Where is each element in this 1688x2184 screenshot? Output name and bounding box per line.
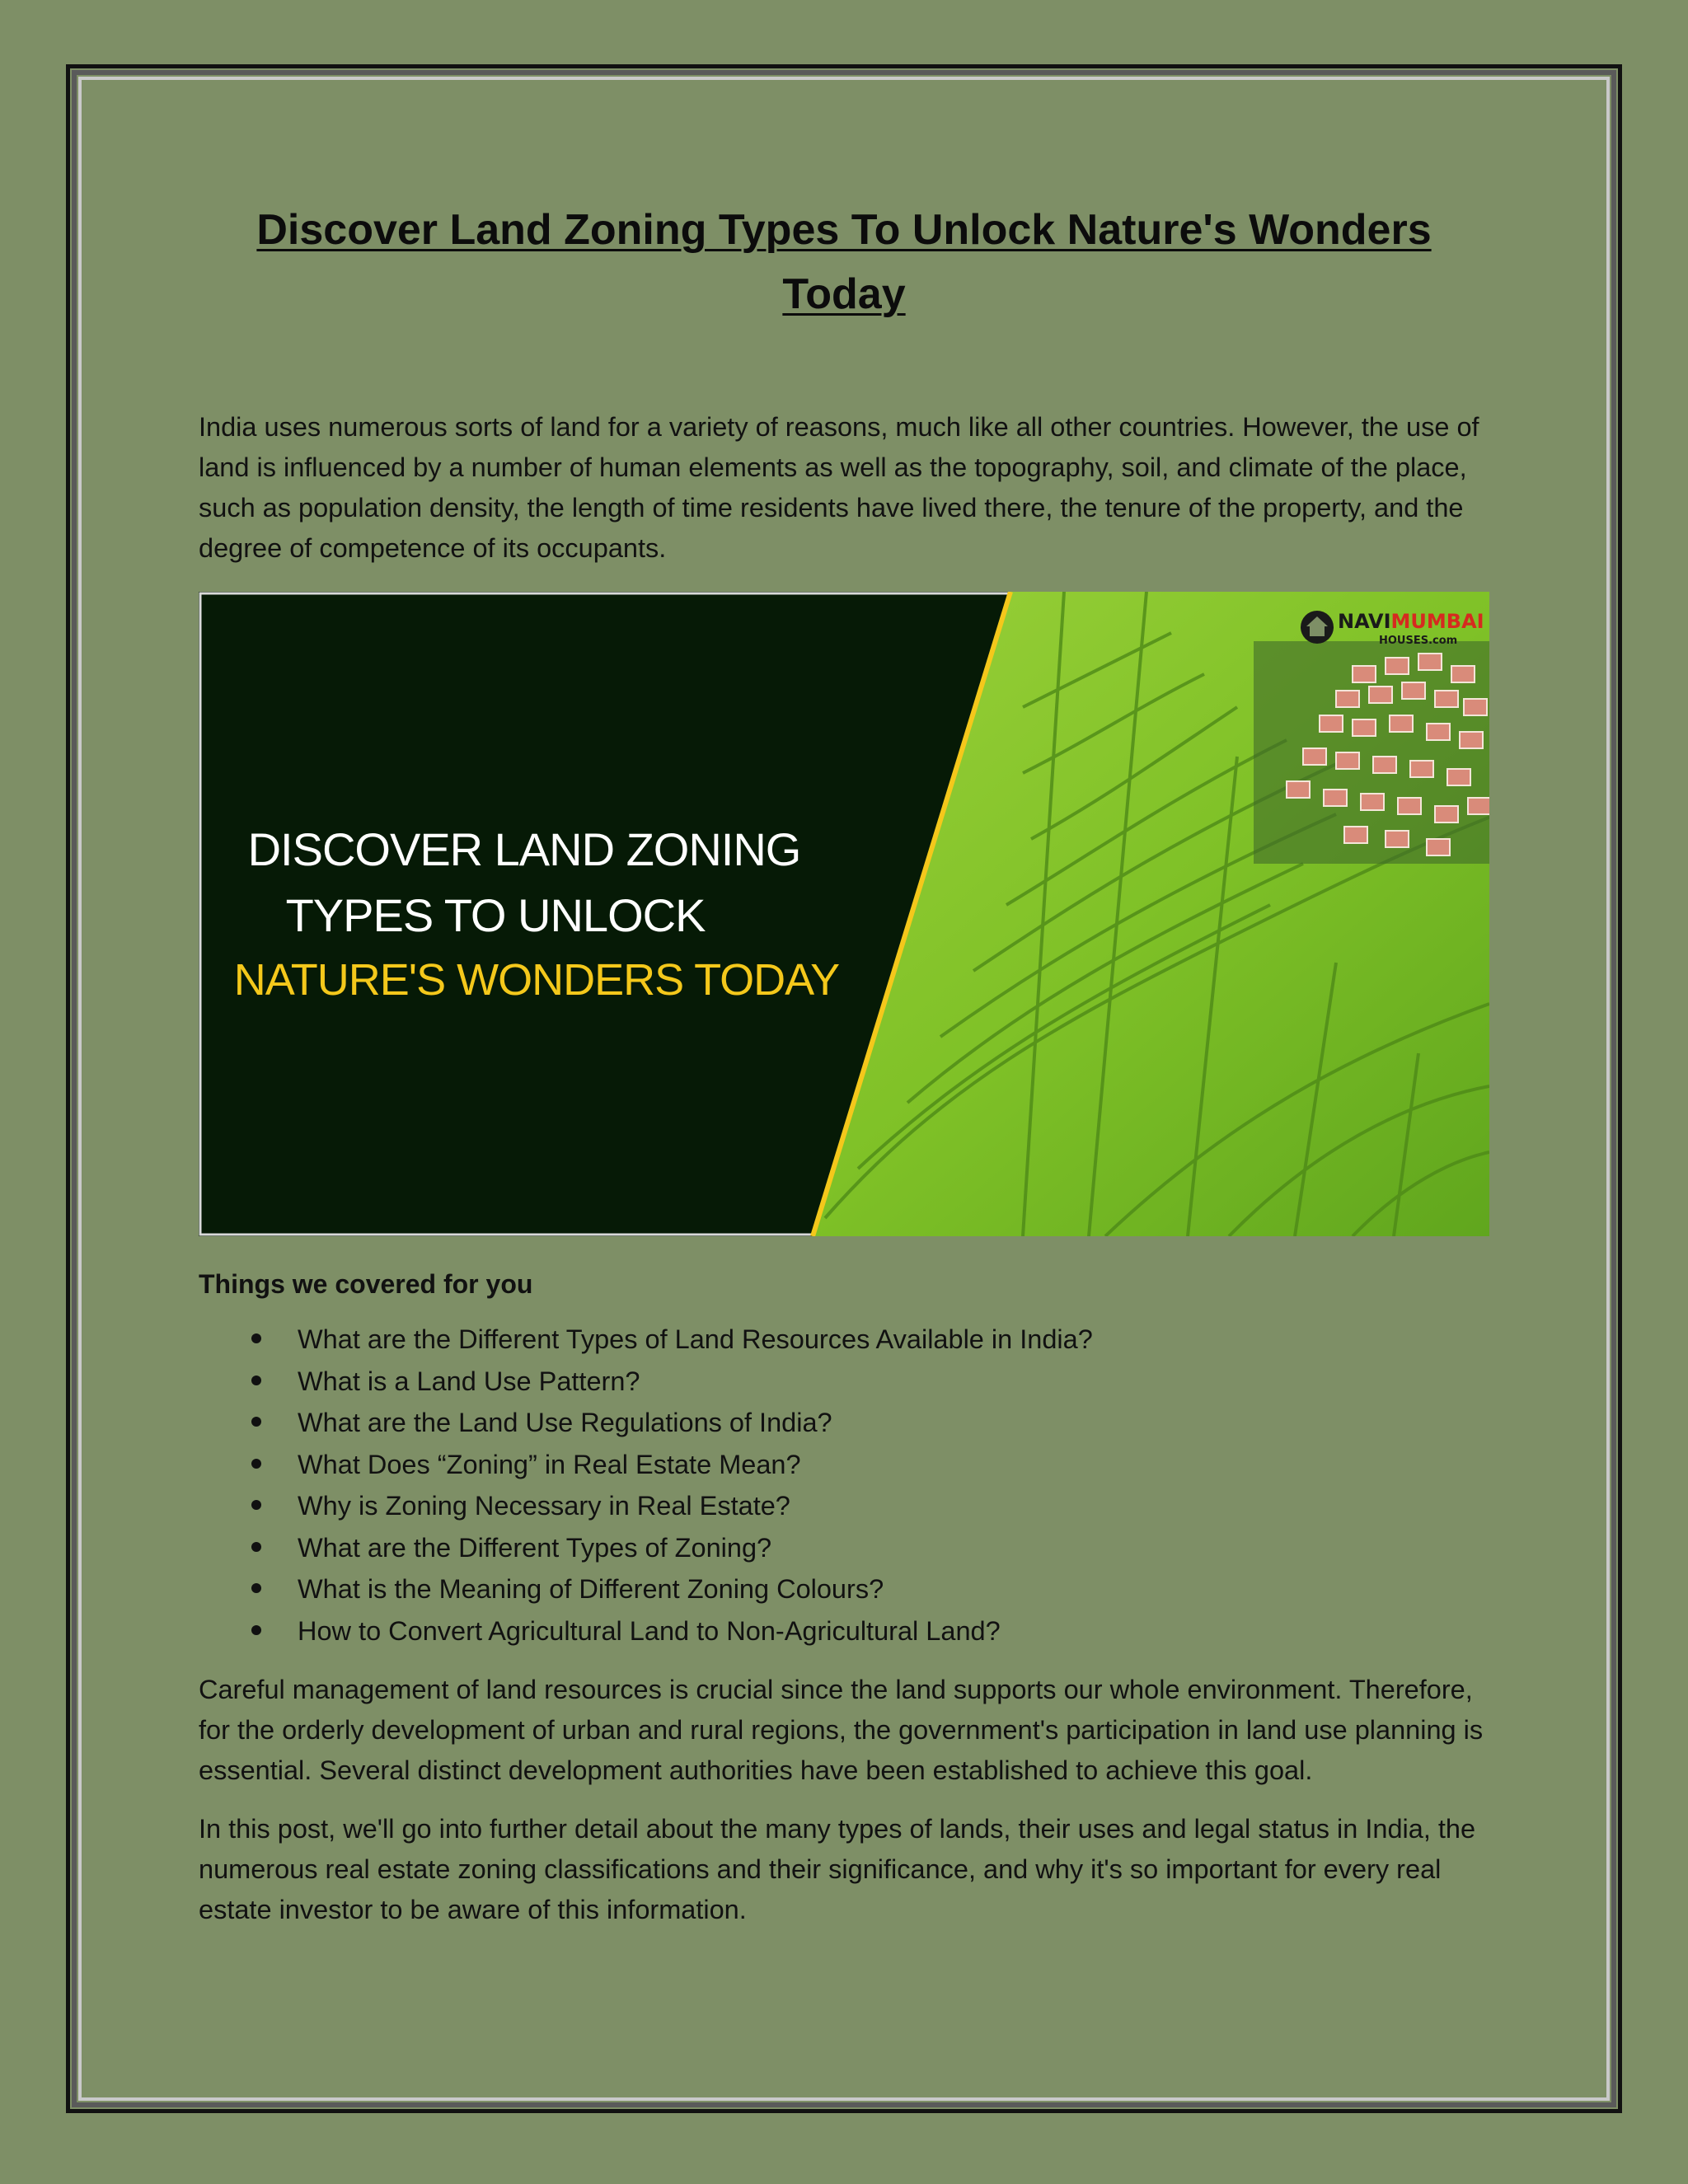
list-item: What are the Different Types of Land Resources Available in India? xyxy=(298,1319,1489,1361)
body-paragraph-2: Careful management of land resources is crucial since the land supports our whole environment. Therefore, for the orderly development of urban and rural regions, the government's participation in land use planning is essential. Several distinct development authorities have been established to achieve this goal. xyxy=(199,1675,1484,1785)
list-item: What Does “Zoning” in Real Estate Mean? xyxy=(298,1444,1489,1486)
intro-paragraph: India uses numerous sorts of land for a variety of reasons, much like all other countries. However, the use of land is influenced by a number of human elements as well as the topography, soil, and climate of the place, such as population density, the length of time residents have lived there, the tenure of the property, and the degree of competence of its occupants. xyxy=(199,412,1479,563)
bullet-icon xyxy=(251,1625,261,1635)
bullet-icon xyxy=(251,1459,261,1469)
bullet-icon xyxy=(251,1417,261,1427)
list-item: What is a Land Use Pattern? xyxy=(298,1361,1489,1403)
list-item: What is the Meaning of Different Zoning Colours? xyxy=(298,1568,1489,1610)
toc-heading: Things we covered for you xyxy=(199,1269,533,1299)
bullet-icon xyxy=(251,1542,261,1552)
banner-image xyxy=(199,592,1489,1236)
banner-line-1: DISCOVER LAND ZONING xyxy=(247,823,801,875)
banner-line-2: TYPES TO UNLOCK xyxy=(285,889,706,941)
body-paragraph-3: In this post, we'll go into further detail about the many types of lands, their uses and legal status in India, the numerous real estate zoning classifications and their significance, and why it's so important for every real estate investor to be aware of this information. xyxy=(199,1814,1476,1924)
house-logo-icon xyxy=(1300,610,1334,644)
list-item: What are the Different Types of Zoning? xyxy=(298,1527,1489,1569)
toc-list xyxy=(199,1319,1489,1652)
bullet-icon xyxy=(251,1376,261,1385)
logo-subtext: HOUSES.com xyxy=(1379,635,1458,647)
bullet-icon xyxy=(251,1583,261,1593)
houses-cluster xyxy=(1254,641,1489,864)
brand-logo xyxy=(1300,600,1484,658)
banner-line-3: NATURE'S WONDERS TODAY xyxy=(233,955,840,1005)
bullet-icon xyxy=(251,1333,261,1343)
logo-wordmark: NAVIMUMBAI xyxy=(1338,610,1484,633)
list-item: How to Convert Agricultural Land to Non-Agricultural Land? xyxy=(298,1610,1489,1652)
bullet-icon xyxy=(251,1500,261,1510)
list-item: Why is Zoning Necessary in Real Estate? xyxy=(298,1485,1489,1527)
list-item: What are the Land Use Regulations of India? xyxy=(298,1402,1489,1444)
document-content xyxy=(199,198,1489,1930)
page-title: Discover Land Zoning Types To Unlock Nature's Wonders Today xyxy=(256,206,1432,318)
